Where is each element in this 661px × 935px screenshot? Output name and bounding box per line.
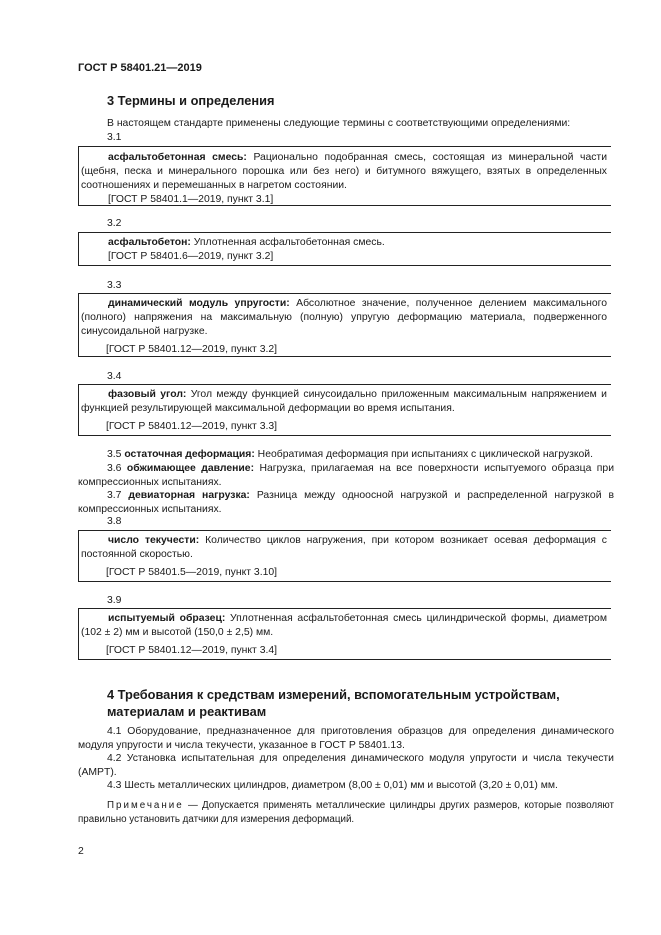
term-text: Абсолютное значение, полученное делением максимального (полного) напряжения на максимальную (полную) упругую деформацию материала, подверженного синусоидальной нагрузке. — [81, 298, 607, 337]
term-paragraph — [78, 489, 614, 517]
term-name: динамический модуль упругости: — [108, 298, 290, 309]
term-paragraph — [78, 448, 614, 462]
term-definition — [79, 388, 607, 416]
note-label: Примечание — [107, 800, 184, 811]
term-definition — [79, 236, 607, 250]
term-box — [78, 293, 611, 357]
term-box — [78, 608, 611, 660]
term-definition — [79, 151, 607, 193]
term-number: 3.1 — [107, 132, 122, 143]
section-4-title — [107, 686, 560, 720]
term-name: девиаторная нагрузка: — [128, 490, 250, 501]
term-text: Рационально подобранная смесь, состоящая из минеральной части (щебня, песка и минерального порошка или без него) и битумного вяжущего, взятых в определенных соотношениях и перемешанных в нагретом состоянии. — [81, 152, 607, 191]
term-source: [ГОСТ Р 58401.1—2019, пункт 3.1] — [108, 194, 274, 205]
term-name: испытуемый образец: — [108, 613, 226, 624]
term-text: Необратимая деформация при испытаниях с циклической нагрузкой. — [254, 449, 593, 460]
term-paragraph — [78, 462, 614, 490]
term-definition — [79, 297, 607, 339]
term-number: 3.5 — [107, 449, 122, 460]
paragraph-4-3: 4.3 Шесть металлических цилиндров, диаметром (8,00 ± 0,01) мм и высотой (3,20 ± 0,01) мм. — [107, 780, 558, 791]
term-name: обжимающее давление: — [126, 463, 255, 474]
note — [78, 799, 614, 827]
paragraph-4-2: 4.2 Установка испытательная для определения динамического модуля упругости и числа текучести (AMPT). — [78, 753, 614, 778]
term-number: 3.2 — [107, 218, 122, 229]
section-3-intro: В настоящем стандарте применены следующие термины с соответствующими определениями: — [107, 118, 571, 129]
term-source: [ГОСТ Р 58401.12—2019, пункт 3.4] — [106, 645, 278, 656]
section-4-title-line-2: материалам и реактивам — [107, 704, 267, 719]
section-4-title-line-1: 4 Требования к средствам измерений, вспомогательным устройствам, — [107, 687, 560, 702]
term-definition — [79, 534, 607, 562]
term-text: Количество циклов нагружения, при котором возникает осевая деформация с постоянной скоростью. — [81, 535, 607, 560]
term-number: 3.4 — [107, 371, 122, 382]
term-number: 3.6 — [107, 463, 122, 474]
term-source: [ГОСТ Р 58401.6—2019, пункт 3.2] — [108, 251, 274, 262]
note-text: — Допускается применять металлические цилиндры других размеров, которые позволяют правильно установить датчики для измерения деформаций. — [78, 800, 614, 825]
term-name: фазовый угол: — [108, 389, 187, 400]
term-box — [78, 530, 611, 582]
term-name: асфальтобетонная смесь: — [108, 152, 247, 163]
term-name: остаточная деформация: — [124, 449, 255, 460]
term-name: число текучести: — [108, 535, 200, 546]
term-box — [78, 232, 611, 266]
term-source: [ГОСТ Р 58401.12—2019, пункт 3.2] — [106, 344, 278, 355]
document-header: ГОСТ Р 58401.21—2019 — [78, 62, 202, 74]
section-3-title: 3 Термины и определения — [107, 93, 275, 108]
term-definition — [79, 612, 607, 640]
term-number: 3.3 — [107, 280, 122, 291]
page-number: 2 — [78, 846, 84, 857]
term-text: Нагрузка, прилагаемая на все поверхности испытуемого образца при компрессионных испытаниях. — [78, 463, 614, 488]
term-source: [ГОСТ Р 58401.5—2019, пункт 3.10] — [106, 567, 278, 578]
term-text: Уплотненная асфальтобетонная смесь цилиндрической формы, диаметром (102 ± 2) мм и высотой (150,0 ± 2,5) мм. — [81, 613, 607, 638]
paragraph-4-1: 4.1 Оборудование, предназначенное для приготовления образцов для определения динамического модуля упругости и числа текучести, указанное в ГОСТ Р 58401.13. — [78, 726, 614, 751]
term-source: [ГОСТ Р 58401.12—2019, пункт 3.3] — [106, 421, 278, 432]
term-number: 3.8 — [107, 516, 122, 527]
term-name: асфальтобетон: — [108, 237, 191, 248]
term-box — [78, 146, 611, 206]
term-text: Уплотненная асфальтобетонная смесь. — [190, 237, 385, 248]
term-number: 3.9 — [107, 595, 122, 606]
term-number: 3.7 — [107, 490, 122, 501]
term-text: Разница между одноосной нагрузкой и распределенной нагрузкой в компрессионных испытаниях. — [78, 490, 614, 515]
term-box — [78, 384, 611, 436]
term-text: Угол между функцией синусоидально приложенным максимальным напряжением и функцией результирующей максимальной деформации во время испытания. — [81, 389, 607, 414]
